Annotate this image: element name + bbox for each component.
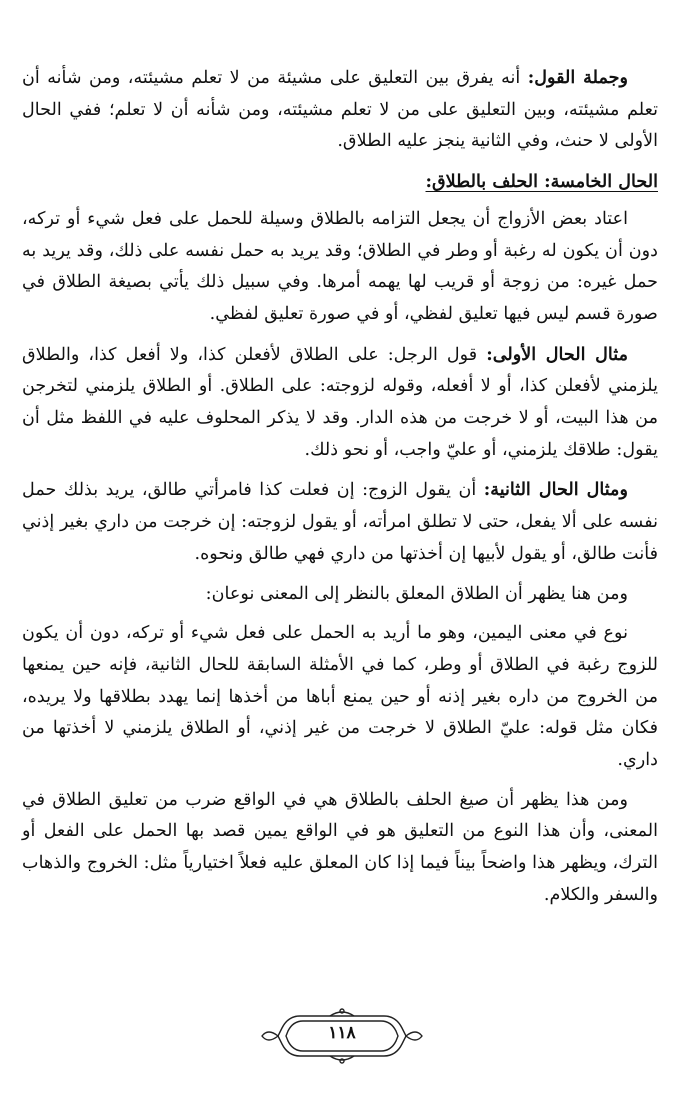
paragraph-text: قول الرجل: على الطلاق لأفعلن كذا، ولا أفعل كذا، والطلاق يلزمني لأفعلن كذا، أو لا أفعله، وقوله لزوجته: على الطلاق. أو الطلاق يلزمني لتخرجن من هذا البيت، أو لا خرجت من هذه الدار. وقد لا يذكر المحلوف عليه في اللفظ مثل أن يقول: طلاقك يلزمني، أو عليّ واجب، أو نحو ذلك. xyxy=(22,344,658,460)
page-footer xyxy=(0,1006,684,1066)
paragraph-text: نوع في معنى اليمين، وهو ما أريد به الحمل على فعل شيء أو تركه، دون أن يكون للزوج رغبة في الطلاق أو وطر، كما في الأمثلة السابقة للحال الثانية، فإنه حين يمنعها من الخروج من داره بغير إذنه أو حين يمنع أباها من أخذها إنما يهدد بطلاقها ولا يريده، فكان مثل قوله: عليّ الطلاق لا خرجت من غير إذني، أو الطلاق يلزمني لا أخذتها من داري. xyxy=(22,623,658,771)
paragraph xyxy=(22,62,658,158)
paragraph-text: أنه يفرق بين التعليق على مشيئة من لا تعلم مشيئته، ومن شأنه أن تعلم مشيئته، وبين التعليق على من لا تعلم مشيئته، ومن شأنه أن لا تعلم؛ ففي الحال الأولى لا حنث، وفي الثانية ينجز عليه الطلاق. xyxy=(22,68,658,152)
paragraph-text: ومن هذا يظهر أن صيغ الحلف بالطلاق هي في الواقع ضرب من تعليق الطلاق في المعنى، وأن هذا النوع من التعليق هو في الواقع يمين قصد بها الحمل على الفعل أو الترك، ويظهر هذا واضحاً بيناً فيما إذا كان المعلق عليه فعلاً اختيارياً مثل: الخروج والذهاب والسفر والكلام. xyxy=(22,789,658,905)
paragraph-lead: ومثال الحال الثانية: xyxy=(483,479,628,501)
document-body xyxy=(22,62,658,920)
paragraph-text: اعتاد بعض الأزواج أن يجعل التزامه بالطلاق وسيلة للحمل على فعل شيء أو تركه، دون أن يكون له رغبة أو وطر في الطلاق؛ وقد يريد به حمل نفسه على ذلك، وقد يريد به حمل غيره: من زوجة أو قريب لها يهمه أمرها. وفي سبيل ذلك يأتي بصيغة الطلاق في صورة قسم ليس فيها تعليق لفظي، أو في صورة تعليق لفظي. xyxy=(22,208,658,324)
paragraph-text: ومن هنا يظهر أن الطلاق المعلق بالنظر إلى المعنى نوعان: xyxy=(205,583,628,604)
paragraph-lead: وجملة القول: xyxy=(527,67,628,88)
paragraph xyxy=(22,785,658,912)
paragraph xyxy=(22,204,658,331)
page-number: ١١٨ xyxy=(328,1023,356,1043)
paragraph xyxy=(22,474,658,570)
paragraph xyxy=(22,618,658,777)
paragraph xyxy=(22,339,658,467)
paragraph xyxy=(22,579,658,611)
paragraph-text: أن يقول الزوج: إن فعلت كذا فامرأتي طالق، يريد بذلك حمل نفسه على ألا يفعل، حتى لا تطلق امرأته، أو يقول لزوجته: إن خرجت من داري بغير إذني فأنت طالق، أو يقول لأبيها إن أخذتها من داري فهي طالق ونحوه. xyxy=(22,480,658,564)
section-heading: الحال الخامسة: الحلف بالطلاق: xyxy=(425,171,658,193)
paragraph-lead: مثال الحال الأولى: xyxy=(486,343,628,365)
